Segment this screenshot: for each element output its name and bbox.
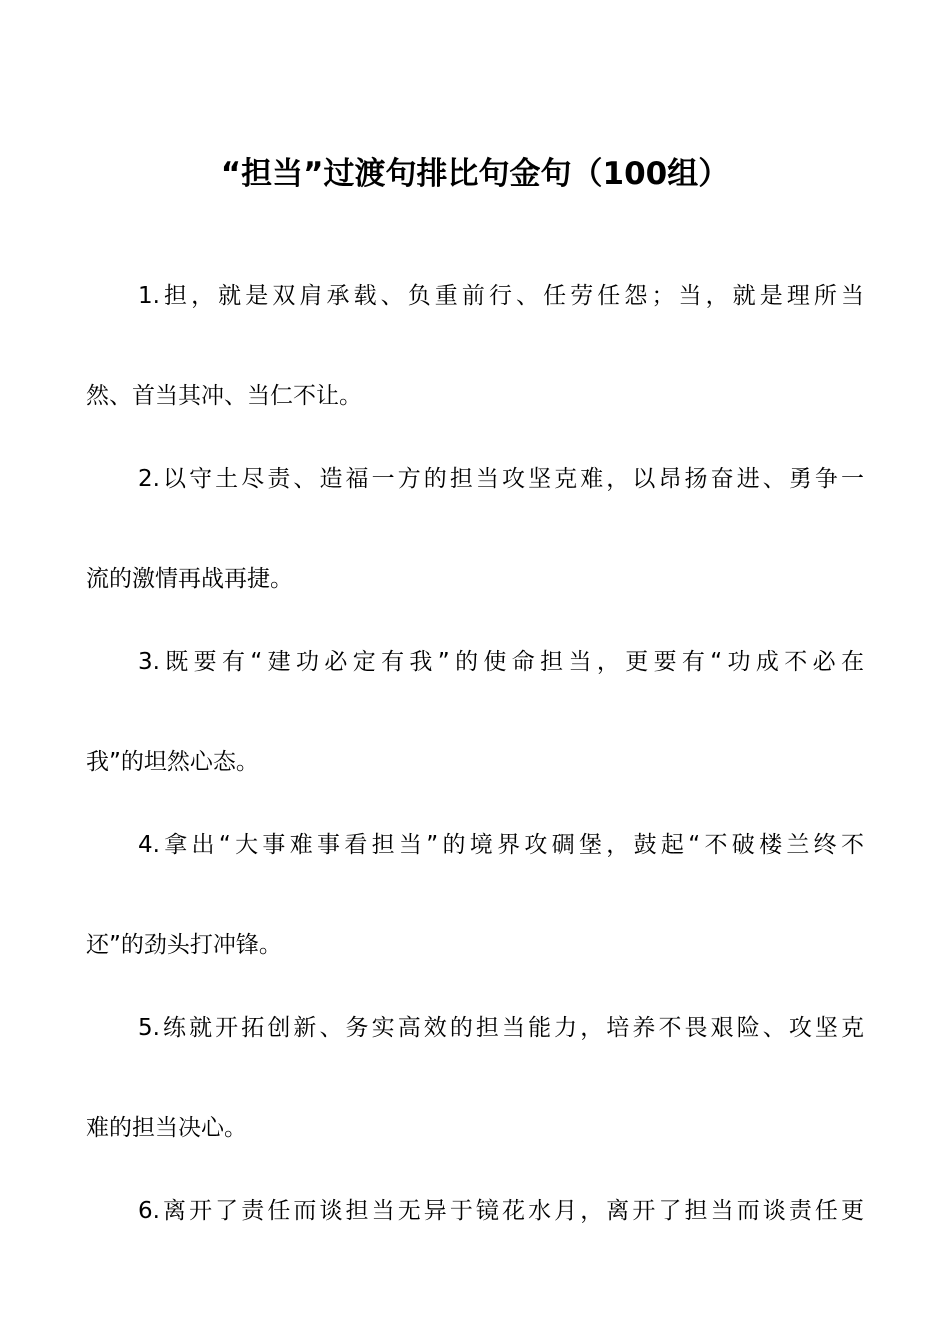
paragraph-1-line-2: 然、首当其冲、当仁不让。: [86, 383, 362, 409]
paragraph-2-line-2: 流的激情再战再捷。: [86, 566, 293, 592]
paragraph-4-line-2: 还”的劲头打冲锋。: [86, 932, 282, 958]
paragraph-3-line-1: 3.既要有“建功必定有我”的使命担当，更要有“功成不必在: [138, 649, 864, 675]
document-title: “担当”过渡句排比句金句（100组）: [220, 156, 730, 192]
paragraph-4-line-1: 4.拿出“大事难事看担当”的境界攻碉堡，鼓起“不破楼兰终不: [138, 832, 864, 858]
paragraph-2-line-1: 2.以守土尽责、造福一方的担当攻坚克难，以昂扬奋进、勇争一: [138, 466, 864, 492]
paragraph-3-line-2: 我”的坦然心态。: [86, 749, 259, 775]
paragraph-5-line-2: 难的担当决心。: [86, 1115, 247, 1141]
paragraph-5-line-1: 5.练就开拓创新、务实高效的担当能力，培养不畏艰险、攻坚克: [138, 1015, 864, 1041]
paragraph-6-line-1: 6.离开了责任而谈担当无异于镜花水月，离开了担当而谈责任更: [138, 1198, 864, 1224]
paragraph-1-line-1: 1.担，就是双肩承载、负重前行、任劳任怨；当，就是理所当: [138, 283, 864, 309]
